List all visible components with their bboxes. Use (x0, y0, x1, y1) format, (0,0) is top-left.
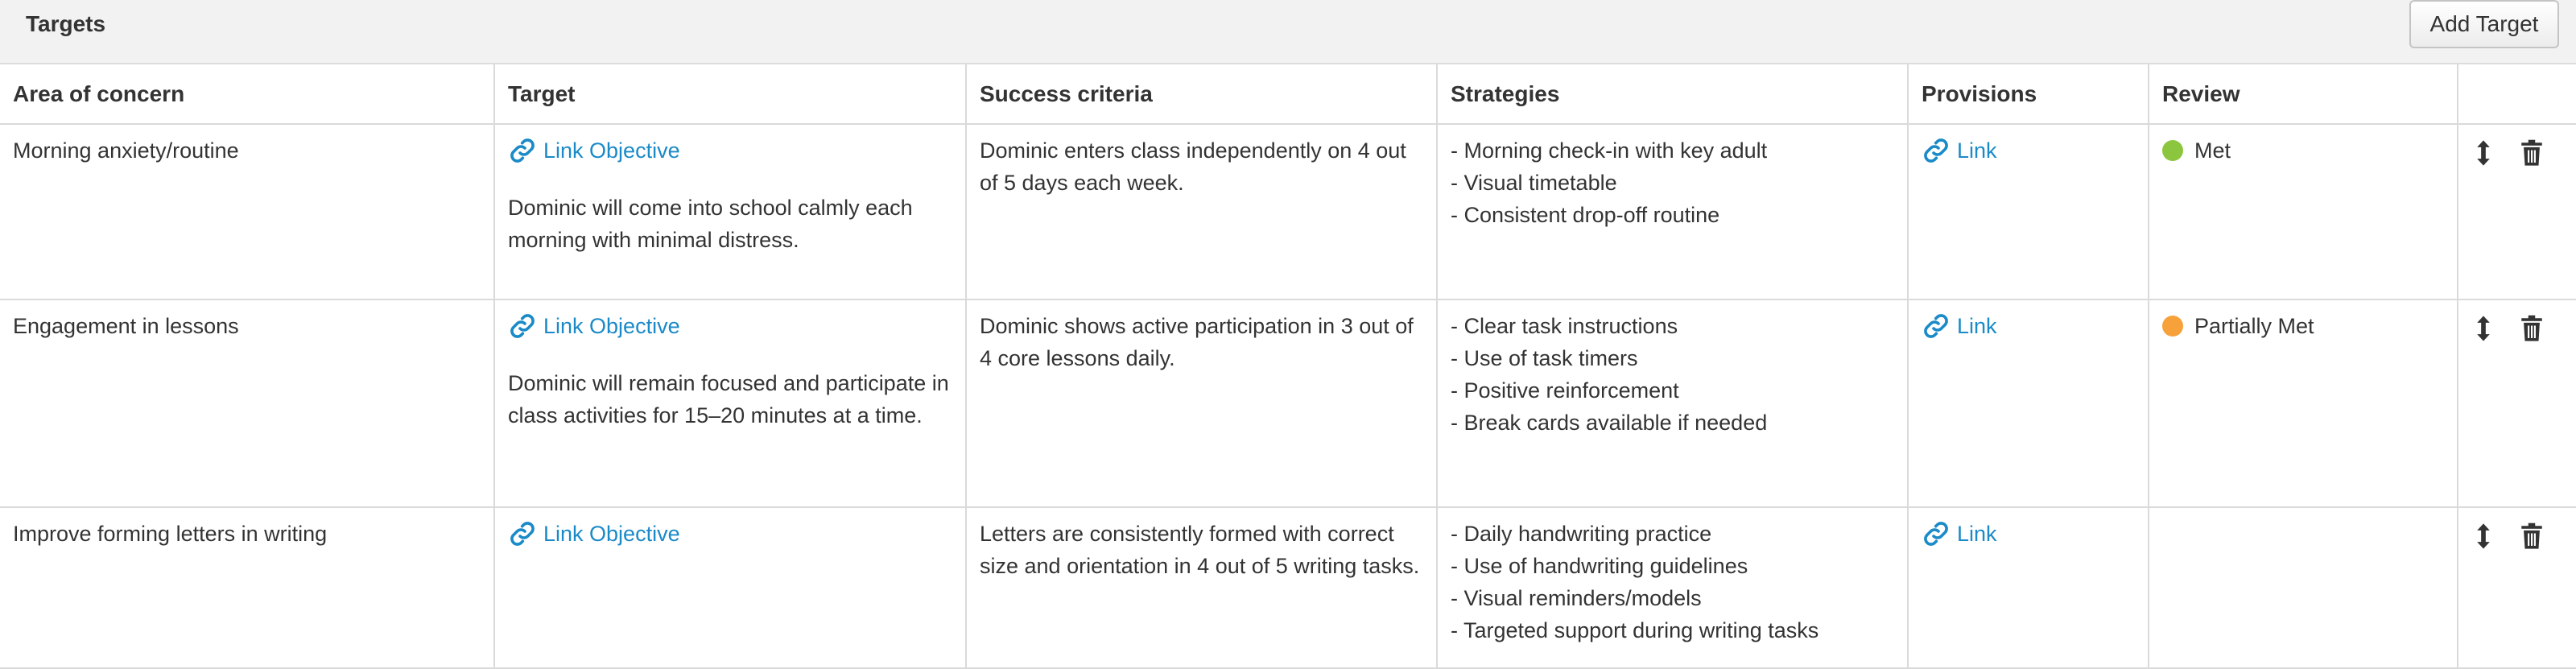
target-cell (494, 507, 966, 668)
reorder-arrows-icon[interactable] (2471, 139, 2496, 167)
review-status: Partially Met (2194, 314, 2314, 338)
target-description: Dominic will come into school calmly each morning with minimal distress. (508, 196, 913, 252)
trash-icon[interactable] (2520, 139, 2544, 167)
success-criteria-cell: Dominic enters class independently on 4 out of 5 days each week. (966, 124, 1437, 299)
page-title: Targets (26, 11, 106, 36)
link-objective-link[interactable] (508, 310, 680, 342)
targets-header (0, 0, 2576, 64)
strategy-item: - Break cards available if needed (1451, 411, 1768, 435)
column-header-area: Area of concern (0, 64, 494, 124)
table-row (0, 507, 2576, 668)
strategy-item: - Clear task instructions (1451, 314, 1678, 338)
actions-cell (2458, 299, 2576, 507)
link-objective-label: Link Objective (543, 314, 680, 338)
strategy-item: - Daily handwriting practice (1451, 522, 1712, 546)
green-status-dot-icon (2162, 140, 2183, 161)
column-header-target: Target (494, 64, 966, 124)
trash-icon[interactable] (2520, 315, 2544, 342)
column-header-provisions: Provisions (1908, 64, 2149, 124)
strategies-cell (1437, 299, 1908, 507)
review-cell (2149, 507, 2458, 668)
target-cell (494, 124, 966, 299)
area-cell: Improve forming letters in writing (0, 507, 494, 668)
strategy-item: - Use of handwriting guidelines (1451, 554, 1748, 578)
column-header-success: Success criteria (966, 64, 1437, 124)
area-cell: Engagement in lessons (0, 299, 494, 507)
strategy-item: - Visual reminders/models (1451, 586, 1702, 610)
column-header-strategies: Strategies (1437, 64, 1908, 124)
provision-link[interactable] (1922, 310, 1997, 342)
table-row (0, 124, 2576, 299)
success-criteria-cell: Letters are consistently formed with correct size and orientation in 4 out of 5 writing tasks. (966, 507, 1437, 668)
add-target-button[interactable]: Add Target (2409, 0, 2559, 48)
provision-link[interactable] (1922, 518, 1997, 550)
success-criteria-cell: Dominic shows active participation in 3 out of 4 core lessons daily. (966, 299, 1437, 507)
review-status: Met (2194, 138, 2231, 163)
strategy-item: - Targeted support during writing tasks (1451, 618, 1819, 642)
provision-link-label: Link (1957, 314, 1997, 338)
strategy-item: - Positive reinforcement (1451, 378, 1679, 403)
link-icon (508, 136, 537, 165)
link-objective-label: Link Objective (543, 138, 680, 163)
table-row (0, 299, 2576, 507)
provisions-cell (1908, 299, 2149, 507)
link-objective-link[interactable] (508, 134, 680, 167)
table-header-row (0, 64, 2576, 124)
link-icon (1922, 519, 1951, 548)
provisions-cell (1908, 507, 2149, 668)
strategies-cell (1437, 124, 1908, 299)
actions-cell (2458, 507, 2576, 668)
strategy-item: - Use of task timers (1451, 346, 1638, 370)
targets-table (0, 64, 2576, 669)
orange-status-dot-icon (2162, 316, 2183, 337)
link-icon (508, 519, 537, 548)
strategies-cell (1437, 507, 1908, 668)
provisions-cell (1908, 124, 2149, 299)
link-icon (1922, 136, 1951, 165)
trash-icon[interactable] (2520, 522, 2544, 550)
review-cell (2149, 124, 2458, 299)
provision-link[interactable] (1922, 134, 1997, 167)
review-cell (2149, 299, 2458, 507)
strategy-item: - Consistent drop-off routine (1451, 203, 1720, 227)
strategy-item: - Visual timetable (1451, 171, 1617, 195)
reorder-arrows-icon[interactable] (2471, 522, 2496, 550)
link-objective-link[interactable] (508, 518, 680, 550)
provision-link-label: Link (1957, 522, 1997, 546)
target-description: Dominic will remain focused and participate in class activities for 15–20 minutes at a time. (508, 371, 949, 427)
link-objective-label: Link Objective (543, 522, 680, 546)
link-icon (1922, 312, 1951, 341)
column-header-review: Review (2149, 64, 2458, 124)
actions-cell (2458, 124, 2576, 299)
target-cell (494, 299, 966, 507)
area-cell: Morning anxiety/routine (0, 124, 494, 299)
reorder-arrows-icon[interactable] (2471, 315, 2496, 342)
column-header-actions (2458, 64, 2576, 124)
strategy-item: - Morning check-in with key adult (1451, 138, 1768, 163)
link-icon (508, 312, 537, 341)
provision-link-label: Link (1957, 138, 1997, 163)
